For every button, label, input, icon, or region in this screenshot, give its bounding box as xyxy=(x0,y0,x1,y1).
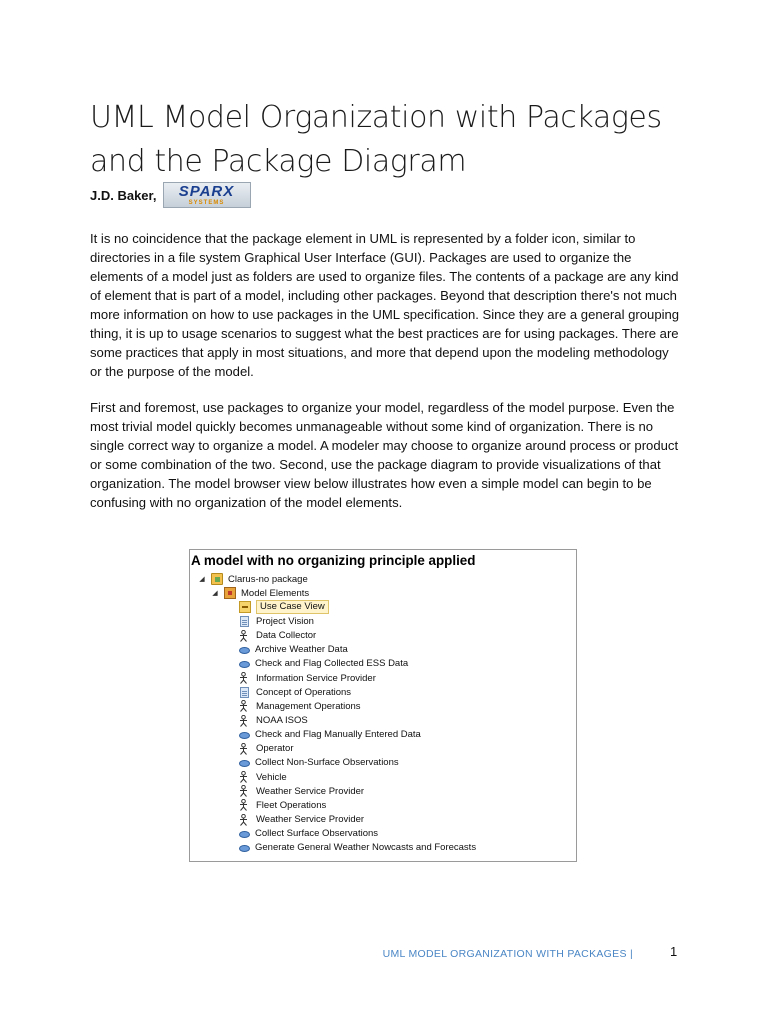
tree-item[interactable] xyxy=(239,643,348,657)
actor-icon xyxy=(239,672,251,684)
tree-item[interactable] xyxy=(239,770,287,784)
tree-item-label: Use Case View xyxy=(256,600,329,614)
usecase-icon xyxy=(239,732,250,739)
usecase-icon xyxy=(239,647,250,654)
tree-item-label: NOAA ISOS xyxy=(256,715,308,726)
tree-item[interactable] xyxy=(210,586,309,600)
usecase-icon xyxy=(239,760,250,767)
tree-item-label: Collect Non-Surface Observations xyxy=(255,757,399,769)
tree-item-label: Concept of Operations xyxy=(256,686,352,698)
package-icon xyxy=(211,573,223,585)
tree-item[interactable] xyxy=(239,671,376,685)
expand-arrow-icon[interactable]: ◢ xyxy=(199,576,205,583)
usecase-view-icon xyxy=(239,601,251,613)
actor-icon xyxy=(239,771,251,783)
actor-figure-icon xyxy=(239,771,248,783)
actor-figure-icon xyxy=(239,785,248,797)
sparx-logo xyxy=(163,182,251,208)
paragraph-intro: It is no coincidence that the package element in UML is represented by a folder icon, similar to directories in a file system Graphical User Interface (GUI). Packages are used to organize the elements of a model just as folders are used to organize files. The contents of a package are any kind of element that is part of a model, including other packages. Beyond that description there's not much more information on how to use packages in the UML specification. Since they are a general grouping thing, it is up to usage scenarios to suggest what the best practices are for using packages. There are some practices that apply in most situations, and more that depend upon the modeling methodology or the purpose of the model. xyxy=(90,231,680,379)
document-icon xyxy=(240,616,249,627)
tree-item[interactable] xyxy=(239,841,476,855)
usecase-icon xyxy=(239,661,250,668)
actor-icon xyxy=(239,715,251,727)
actor-figure-icon xyxy=(239,743,248,755)
model-icon xyxy=(224,587,236,599)
page-number: 1 xyxy=(670,944,678,959)
actor-figure-icon xyxy=(239,700,248,712)
tree-item[interactable] xyxy=(239,699,361,713)
actor-figure-icon xyxy=(239,814,248,826)
tree-item[interactable] xyxy=(239,728,421,742)
tree-item-label: Weather Service Provider xyxy=(256,814,365,826)
tree-item-label: Fleet Operations xyxy=(256,799,327,811)
tree-item-label: Vehicle xyxy=(256,771,287,783)
actor-figure-icon xyxy=(239,672,248,684)
tree-item[interactable] xyxy=(239,600,329,614)
figure-caption: A model with no organizing principle applied xyxy=(191,553,476,568)
tree-item-label: Data Collector xyxy=(256,630,317,642)
tree-item-label: Information Service Provider xyxy=(256,672,376,684)
paragraph-organization: First and foremost, use packages to organize your model, regardless of the model purpose. Even the most trivial model quickly becomes unmanageable without some kind of organization. There is no single correct way to organize a model. A modeler may choose to organize around process or product or some combination of the two. Second, use the package diagram to provide visualizations of that organization. The model browser view below illustrates how even a simple model can begin to be confusing with no organization of the model elements. xyxy=(90,400,679,510)
actor-icon xyxy=(239,630,251,642)
author-line xyxy=(90,182,251,208)
tree-item-label: Check and Flag Manually Entered Data xyxy=(255,729,421,741)
tree-item-label: Collect Surface Observations xyxy=(255,828,379,840)
actor-figure-icon xyxy=(239,715,248,727)
logo-main-text: SPARX xyxy=(178,183,235,200)
tree-item[interactable] xyxy=(239,657,408,671)
tree-item-label: Management Operations xyxy=(256,700,361,712)
actor-icon xyxy=(239,700,251,712)
tree-item[interactable] xyxy=(239,714,308,728)
tree-item[interactable] xyxy=(239,784,364,798)
actor-figure-icon xyxy=(239,799,248,811)
tree-item[interactable] xyxy=(239,756,399,770)
tree-item[interactable] xyxy=(239,629,316,643)
tree-item-label: Archive Weather Data xyxy=(255,644,348,656)
tree-item[interactable] xyxy=(239,798,326,812)
document-icon xyxy=(240,687,249,698)
running-footer: UML MODEL ORGANIZATION WITH PACKAGES | xyxy=(382,948,633,960)
tree-item-label: Project Vision xyxy=(256,615,314,627)
tree-item[interactable] xyxy=(239,827,378,841)
actor-icon xyxy=(239,814,251,826)
tree-item-label: Weather Service Provider xyxy=(256,785,365,797)
tree-item[interactable] xyxy=(239,813,364,827)
actor-icon xyxy=(239,799,251,811)
logo-sub-text: SYSTEMS xyxy=(188,200,225,206)
tree-item-label: Clarus-no package xyxy=(228,573,308,585)
tree-item[interactable] xyxy=(239,685,351,699)
tree-item[interactable] xyxy=(239,614,314,628)
expand-arrow-icon[interactable]: ◢ xyxy=(212,590,218,598)
tree-item-label: Generate General Weather Nowcasts and Forecasts xyxy=(255,842,477,854)
tree-item[interactable] xyxy=(197,572,308,586)
model-browser-figure xyxy=(189,549,577,862)
actor-icon xyxy=(239,785,251,797)
tree-item[interactable] xyxy=(239,742,294,756)
usecase-icon xyxy=(239,831,250,838)
tree-item-label: Check and Flag Collected ESS Data xyxy=(255,658,409,670)
actor-figure-icon xyxy=(239,630,248,642)
tree-item-label: Operator xyxy=(256,743,294,755)
tree-item-label: Model Elements xyxy=(241,587,310,599)
actor-icon xyxy=(239,743,251,755)
document-title: UML Model Organization with Packages and the Package Diagram xyxy=(90,100,662,179)
usecase-icon xyxy=(239,845,250,852)
author-name: J.D. Baker, xyxy=(90,187,157,203)
